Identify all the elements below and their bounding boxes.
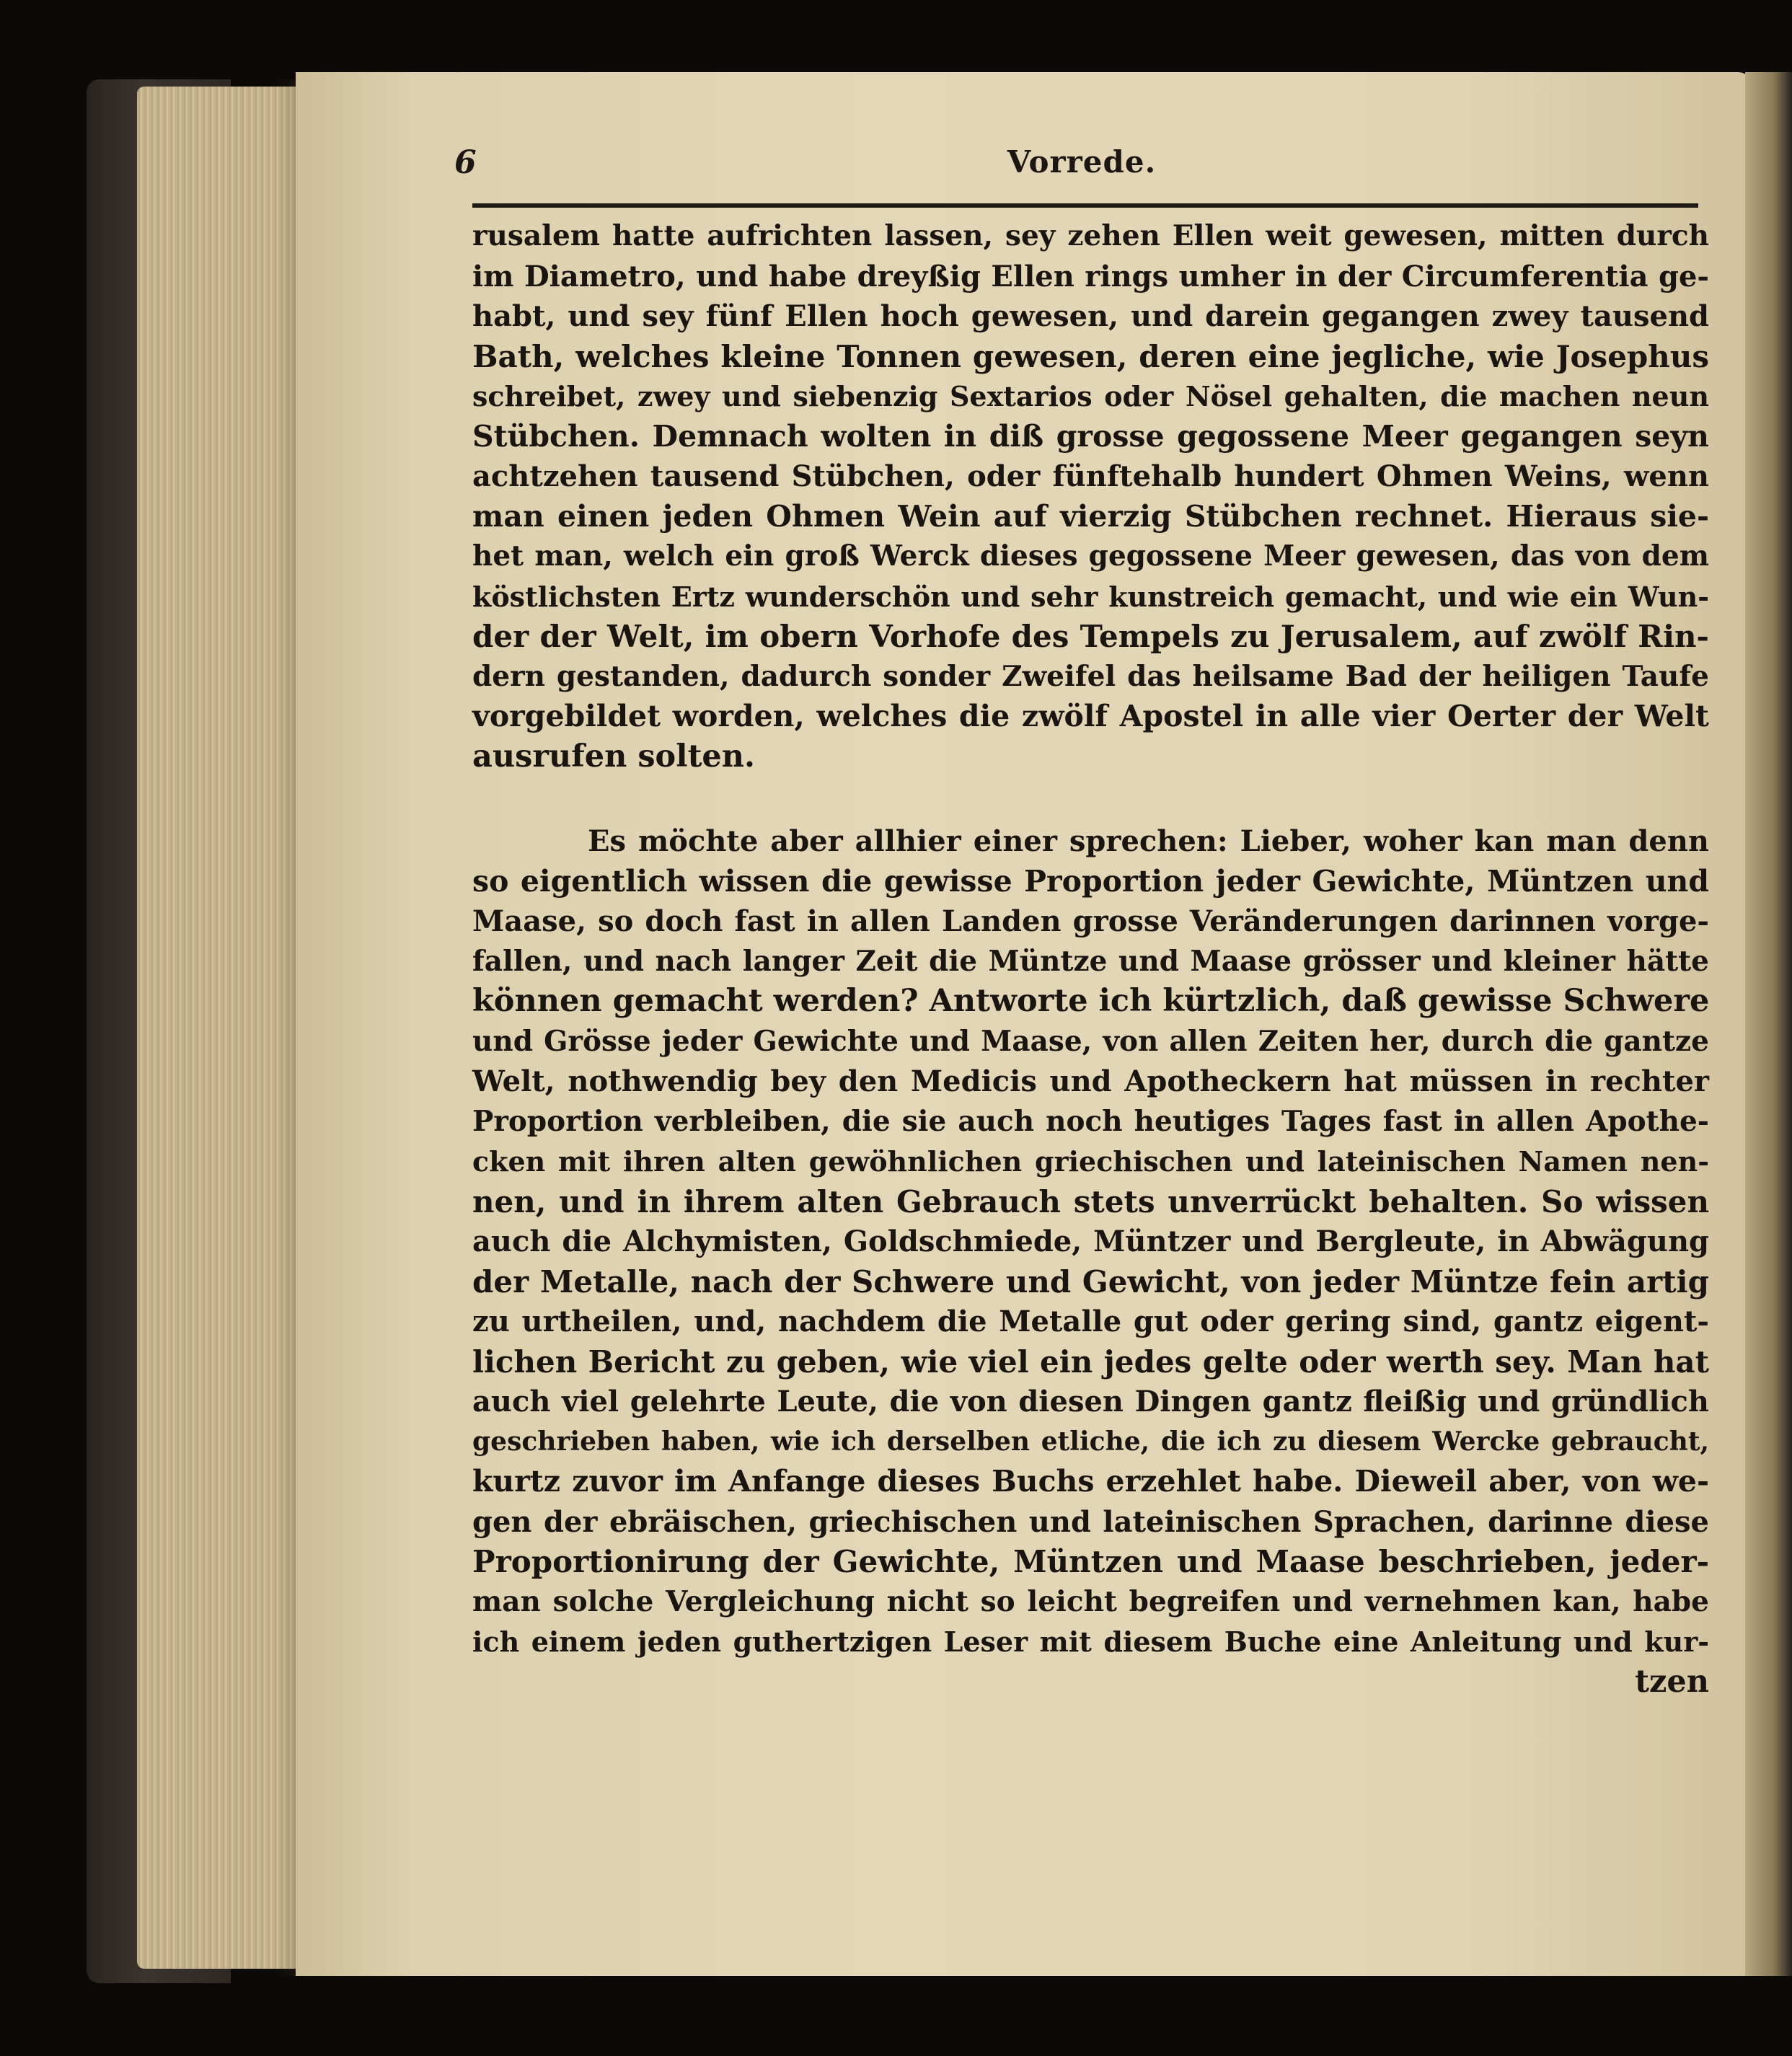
paragraph-gap xyxy=(472,777,1709,821)
catchword: tzen xyxy=(1635,1663,1709,1700)
text-line: so eigentlich wissen die gewisse Proportion jeder Gewichte, Müntzen und xyxy=(472,863,1709,899)
text-line: auch viel gelehrte Leute, die von diesen Dingen gantz fleißig und gründlich xyxy=(472,1385,1709,1419)
text-line: und Grösse jeder Gewichte und Maase, von allen Zeiten her, durch die gantze xyxy=(472,1024,1709,1058)
text-line: vorgebildet worden, welches die zwölf Apostel in alle vier Oerter der Welt xyxy=(472,699,1709,733)
text-line: Welt, nothwendig bey den Medicis und Apotheckern hat müssen in rechter xyxy=(472,1064,1709,1098)
body-text xyxy=(472,216,1709,1702)
header-title: Vorrede. xyxy=(1007,144,1157,180)
text-line: rusalem hatte aufrichten lassen, sey zehen Ellen weit gewesen, mitten durch xyxy=(472,219,1709,252)
text-line: Bath, welches kleine Tonnen gewesen, deren eine jegliche, wie Josephus xyxy=(472,338,1709,374)
text-line: kurtz zuvor im Anfange dieses Buchs erzehlet habe. Dieweil aber, von we- xyxy=(472,1464,1709,1499)
text-line: ausrufen solten. xyxy=(472,738,756,775)
text-line: gen der ebräischen, griechischen und lateinischen Sprachen, darinne diese xyxy=(472,1504,1709,1539)
text-line: auch die Alchymisten, Goldschmiede, Müntzer und Bergleute, in Abwägung xyxy=(472,1225,1709,1258)
running-head xyxy=(454,144,1709,195)
paragraph-1 xyxy=(472,216,1709,777)
text-line: het man, welch ein groß Werck dieses gegossene Meer gewesen, das von dem xyxy=(472,539,1709,573)
text-line: schreibet, zwey und siebenzig Sextarios oder Nösel gehalten, die machen neun xyxy=(472,380,1709,412)
text-line: man solche Vergleichung nicht so leicht begreifen und vernehmen kan, habe xyxy=(472,1584,1709,1618)
text-line: Proportionirung der Gewichte, Müntzen und Maase beschrieben, jeder- xyxy=(472,1544,1709,1579)
text-line: ich einem jeden guthertzigen Leser mit diesem Buche eine Anleitung und kur- xyxy=(472,1625,1709,1658)
text-line: können gemacht werden? Antworte ich kürtzlich, daß gewisse Schwere xyxy=(472,983,1710,1019)
text-line: zu urtheilen, und, nachdem die Metalle gut oder gering sind, gantz eigent- xyxy=(472,1305,1709,1338)
text-line: Maase, so doch fast in allen Landen grosse Veränderungen darinnen vorge- xyxy=(472,904,1709,938)
text-line: Stübchen. Demnach wolten in diß grosse gegossene Meer gegangen seyn xyxy=(472,418,1709,454)
text-line: Es möchte aber allhier einer sprechen: Lieber, woher kan man denn xyxy=(588,824,1709,858)
text-line: der Metalle, nach der Schwere und Gewicht, von jeder Müntze fein artig xyxy=(472,1263,1709,1300)
paragraph-2 xyxy=(472,821,1709,1702)
text-line: habt, und sey fünf Ellen hoch gewesen, und darein gegangen zwey tausend xyxy=(472,299,1709,333)
text-line: geschrieben haben, wie ich derselben etliche, die ich zu diesem Wercke gebraucht, xyxy=(472,1426,1709,1457)
text-line: der der Welt, im obern Vorhofe des Tempels zu Jerusalem, auf zwölf Rin- xyxy=(472,619,1709,654)
header-rule xyxy=(472,203,1698,208)
text-line: dern gestanden, dadurch sonder Zweifel das heilsame Bad der heiligen Taufe xyxy=(472,659,1709,693)
text-line: Proportion verbleiben, die sie auch noch heutiges Tages fast in allen Apothe- xyxy=(472,1104,1709,1138)
text-line: köstlichsten Ertz wunderschön und sehr kunstreich gemacht, und wie ein Wun- xyxy=(472,580,1709,613)
text-line: fallen, und nach langer Zeit die Müntze und Maase grösser und kleiner hätte xyxy=(472,944,1709,978)
page-number: 6 xyxy=(454,144,477,181)
text-line: man einen jeden Ohmen Wein auf vierzig Stübchen rechnet. Hieraus sie- xyxy=(472,498,1709,534)
text-line: cken mit ihren alten gewöhnlichen griechischen und lateinischen Namen nen- xyxy=(472,1145,1709,1178)
text-line: lichen Bericht zu geben, wie viel ein jedes gelte oder werth sey. Man hat xyxy=(472,1344,1709,1380)
text-line: nen, und in ihrem alten Gebrauch stets unverrückt behalten. So wissen xyxy=(472,1183,1709,1219)
text-line: im Diametro, und habe dreyßig Ellen rings umher in der Circumferentia ge- xyxy=(472,259,1709,294)
text-line: achtzehen tausend Stübchen, oder fünftehalb hundert Ohmen Weins, wenn xyxy=(472,459,1709,493)
gutter xyxy=(1745,72,1792,1976)
